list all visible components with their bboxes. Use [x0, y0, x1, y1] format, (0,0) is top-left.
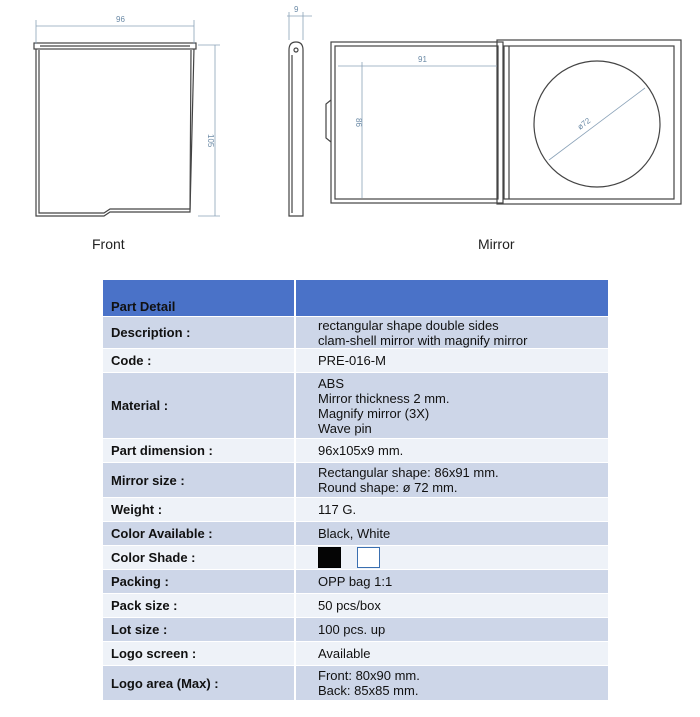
dim-thickness-label: 9 [294, 5, 299, 14]
mirror-view-drawing [326, 40, 681, 204]
dim-rect-width-label: 91 [418, 55, 427, 64]
table-header-title: Part Detail [103, 280, 295, 317]
value-line: clam-shell mirror with magnify mirror [318, 332, 528, 348]
value-line: PRE-016-M [318, 353, 386, 368]
row-description [103, 317, 608, 349]
row-material [103, 373, 608, 439]
row-color-available [103, 522, 608, 546]
value-line: 96x105x9 mm. [318, 443, 404, 458]
row-key: Logo screen : [103, 642, 295, 666]
row-key: Code : [103, 349, 295, 373]
row-value [295, 594, 608, 618]
drawing-canvas [0, 0, 700, 270]
row-key: Weight : [103, 498, 295, 522]
row-key: Color Shade : [103, 546, 295, 570]
row-mirror-size [103, 463, 608, 498]
dim-height-label: 105 [206, 134, 215, 148]
side-dimensions [287, 12, 312, 40]
row-value [295, 570, 608, 594]
table-header-spacer [295, 280, 608, 317]
mirror-label: Mirror [478, 236, 515, 252]
value-line: rectangular shape double sides [318, 317, 499, 333]
row-value [295, 317, 608, 349]
row-weight [103, 498, 608, 522]
row-code [103, 349, 608, 373]
row-pack-size [103, 594, 608, 618]
dim-width-label: 96 [116, 15, 125, 24]
row-key: Packing : [103, 570, 295, 594]
row-value [295, 463, 608, 498]
side-view-drawing [289, 42, 303, 216]
row-value [295, 373, 608, 439]
value-line: Wave pin [318, 420, 372, 436]
technical-drawings [0, 0, 700, 270]
value-line: Magnify mirror (3X) [318, 405, 430, 421]
color-swatch-black [318, 547, 341, 568]
row-lot-size [103, 618, 608, 642]
row-key: Mirror size : [103, 463, 295, 498]
row-key: Description : [103, 317, 295, 349]
row-logo-screen [103, 642, 608, 666]
row-key: Logo area (Max) : [103, 666, 295, 701]
row-key: Material : [103, 373, 295, 439]
front-label: Front [92, 236, 125, 252]
front-view-drawing [34, 43, 196, 216]
value-line: Back: 85x85 mm. [318, 683, 419, 698]
part-detail-table [103, 280, 608, 701]
row-value [295, 546, 608, 570]
value-line: 100 pcs. up [318, 622, 386, 637]
row-key: Part dimension : [103, 439, 295, 463]
value-line: Rectangular shape: 86x91 mm. [318, 465, 499, 480]
value-line: Front: 80x90 mm. [318, 668, 420, 683]
value-line: Round shape: ø 72 mm. [318, 480, 458, 495]
row-value [295, 642, 608, 666]
value-line: ABS [318, 375, 345, 391]
row-key: Pack size : [103, 594, 295, 618]
value-line: 50 pcs/box [318, 598, 381, 613]
row-color-shade [103, 546, 608, 570]
dim-rect-height-label: 86 [354, 118, 363, 127]
value-line: OPP bag 1:1 [318, 574, 393, 589]
row-logo-area [103, 666, 608, 701]
row-key: Lot size : [103, 618, 295, 642]
row-key: Color Available : [103, 522, 295, 546]
row-part-dimension [103, 439, 608, 463]
row-value [295, 439, 608, 463]
color-swatch-white [357, 547, 380, 568]
row-value [295, 618, 608, 642]
row-value [295, 522, 608, 546]
value-line: 117 G. [318, 502, 357, 517]
mirror-dimensions [338, 62, 645, 198]
row-value [295, 498, 608, 522]
value-line: Black, White [318, 526, 391, 541]
row-value [295, 666, 608, 701]
dim-round-label: ø72 [575, 116, 593, 132]
row-value [295, 349, 608, 373]
value-line: Mirror thickness 2 mm. [318, 390, 450, 406]
row-packing [103, 570, 608, 594]
value-line: Available [318, 646, 371, 661]
table-header-row [103, 280, 608, 317]
